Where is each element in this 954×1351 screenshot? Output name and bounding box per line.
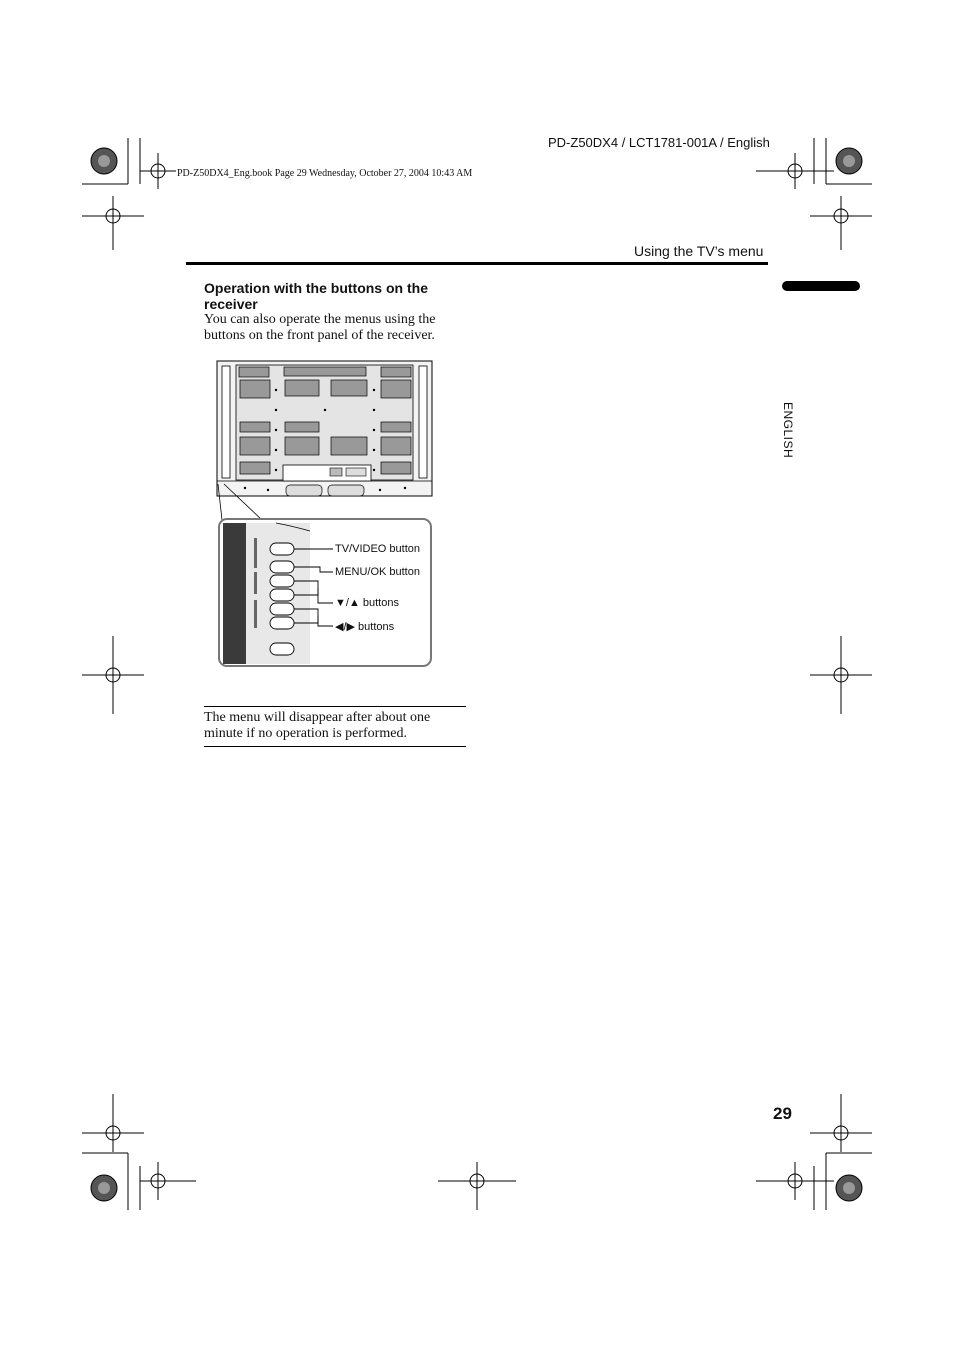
section-heading: Operation with the buttons on the receiver <box>204 280 428 312</box>
tv-video-button <box>270 543 294 555</box>
note-rule-top <box>204 706 466 707</box>
section-body: You can also operate the menus using the buttons on the front panel of the receiver. <box>204 312 436 343</box>
control-panel-closeup <box>219 519 431 666</box>
section-title: Using the TV’s menu <box>634 243 764 259</box>
left-button <box>270 603 294 615</box>
note-text: The menu will disappear after about one minute if no operation is performed. <box>204 710 431 741</box>
power-button <box>270 643 294 655</box>
menu-ok-button <box>270 561 294 573</box>
up-button <box>270 589 294 601</box>
down-button <box>270 575 294 587</box>
callout-left-right: ◀/▶ buttons <box>335 621 395 633</box>
callout-tv-video: TV/VIDEO button <box>335 543 420 555</box>
callout-menu-ok: MENU/OK button <box>335 566 420 578</box>
note-rule-bottom <box>204 746 466 747</box>
page-number: 29 <box>773 1104 792 1123</box>
receiver-body <box>217 361 432 496</box>
book-info: PD-Z50DX4_Eng.book Page 29 Wednesday, October 27, 2004 10:43 AM <box>177 168 473 179</box>
right-button <box>270 617 294 629</box>
document-id: PD-Z50DX4 / LCT1781-001A / English <box>548 135 770 150</box>
callout-down-up: ▼/▲ buttons <box>335 597 399 609</box>
language-label: ENGLISH <box>781 402 795 459</box>
